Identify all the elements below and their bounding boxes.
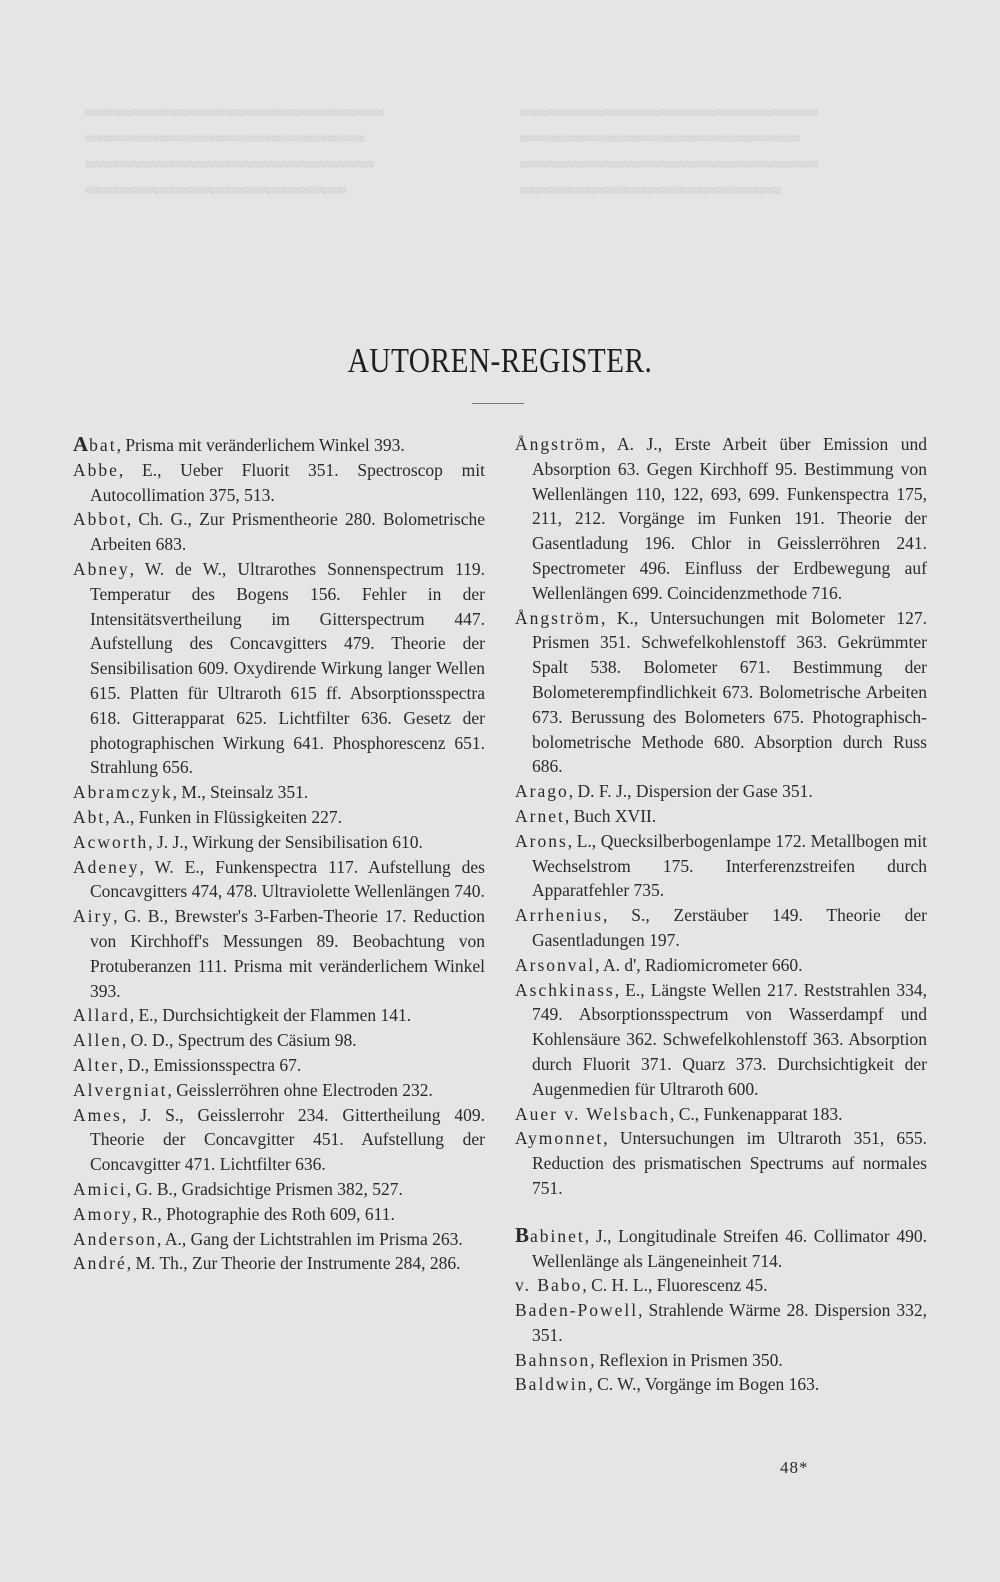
index-entry	[515, 1223, 927, 1274]
entry-references: , E., Ueber Fluorit 351. Spectroscop mit Autocollimation 375, 513.	[90, 459, 485, 505]
index-entry	[73, 432, 485, 458]
entry-references: , M. Th., Zur Theorie der Instrumente 284, 286.	[126, 1253, 461, 1274]
index-entry	[515, 1348, 927, 1373]
index-entry	[73, 904, 485, 1003]
section-initial: A	[73, 432, 90, 456]
author-name: Arsonval	[515, 954, 596, 975]
entry-references: , D. F. J., Dispersion der Gase 351.	[568, 781, 813, 802]
author-name: Abbot	[73, 509, 127, 530]
page-number: 48*	[780, 1458, 809, 1477]
author-name: v. Babo	[515, 1275, 583, 1296]
author-name: Abramczyk	[73, 782, 173, 803]
index-entry	[73, 1078, 485, 1103]
entry-references: , C. H. L., Fluorescenz 45.	[582, 1275, 768, 1296]
index-entry	[515, 432, 927, 606]
author-name: Airy	[73, 906, 114, 927]
author-name: Abbe	[73, 459, 119, 480]
entry-references: , K., Untersuchungen mit Bolometer 127. Prismen 351. Schwefelkohlenstoff 363. Gekrümmter Spalt 538. Bolometer 671. Bestimmung der Bolometerempfindlichkeit 673. Bolometrische Arbeiten 673. Berussung des Bolometers 675. Photographisch-bolometrische Methode 680. Absorption durch Russ 686.	[532, 607, 927, 777]
index-entry	[73, 1251, 485, 1276]
author-name: André	[73, 1253, 127, 1274]
index-entry	[73, 830, 485, 855]
author-name: Adeney	[73, 856, 140, 877]
index-entry	[73, 507, 485, 557]
author-name: Alvergniat	[73, 1079, 168, 1100]
index-entry	[515, 606, 927, 780]
index-entry	[515, 953, 927, 978]
section-initial: B	[515, 1222, 531, 1247]
author-name: Baldwin	[515, 1374, 589, 1395]
index-entry	[73, 1003, 485, 1028]
author-name: Ames	[73, 1104, 122, 1125]
author-name: Alter	[73, 1054, 119, 1075]
entry-references: , C. W., Vorgänge im Bogen 163.	[588, 1374, 820, 1395]
entry-references: , Untersuchungen im Ultraroth 351, 655. Reduction des prismatischen Spectrums auf normales 751.	[532, 1128, 927, 1198]
index-entry	[515, 1372, 927, 1397]
index-entry	[515, 804, 927, 829]
bleed-through-text-right: ≈≈≈≈≈≈≈≈≈≈≈≈≈≈≈≈≈≈≈≈≈≈≈≈≈≈≈≈≈≈≈≈ ≈≈≈≈≈≈≈≈≈≈≈≈≈≈≈≈≈≈≈≈≈≈≈≈≈≈≈≈≈≈ ≈≈≈≈≈≈≈≈≈≈≈≈≈≈≈≈≈≈≈≈≈≈≈≈≈≈≈≈≈≈≈≈ ≈≈≈≈≈≈≈≈≈≈≈≈≈≈≈≈≈≈≈≈≈≈≈≈≈≈≈≈	[520, 103, 819, 200]
index-entry	[73, 1227, 485, 1252]
index-entry	[73, 458, 485, 508]
entry-references: , W. de W., Ultrarothes Sonnenspectrum 119. Temperatur des Bogens 156. Fehler in der Intensitätsvertheilung im Gitterspectrum 447. Aufstellung des Concavgitters 479. Theorie der Sensibilisation 609. Oxydirende Wirkung langer Wellen 615. Platten für Ultraroth 615 ff. Absorptionsspectra 618. Gitterapparat 625. Lichtfilter 636. Gesetz der photographischen Wirkung 641. Phosphorescenz 651. Strahlung 656.	[90, 558, 485, 778]
author-name: Abt	[73, 806, 106, 827]
entry-references: , O. D., Spectrum des Cäsium 98.	[121, 1030, 357, 1051]
entry-references: , G. B., Brewster's 3-Farben-Theorie 17. Reduction von Kirchhoff's Messungen 89. Beobachtung von Protuberanzen 111. Prisma mit veränderlichem Winkel 393.	[90, 906, 485, 1001]
entry-references: , A., Gang der Lichtstrahlen im Prisma 263.	[157, 1228, 463, 1249]
entry-references: , Prisma mit veränderlichem Winkel 393.	[116, 435, 405, 455]
entry-references: , S., Zerstäuber 149. Theorie der Gasentladungen 197.	[532, 905, 927, 950]
author-name: Baden-Powell	[515, 1300, 639, 1321]
entry-references: , Strahlende Wärme 28. Dispersion 332, 351.	[532, 1300, 927, 1345]
index-entry	[73, 1053, 485, 1078]
index-entry	[515, 829, 927, 903]
entry-references: , Ch. G., Zur Prismentheorie 280. Bolometrische Arbeiten 683.	[90, 509, 485, 555]
index-entry	[73, 1202, 485, 1227]
author-name: Bahnson	[515, 1349, 591, 1370]
author-name: Auer v. Welsbach	[515, 1103, 670, 1124]
author-name: Aymonnet	[515, 1128, 604, 1149]
index-entry	[73, 1177, 485, 1202]
author-name: Ångström	[515, 434, 601, 454]
page-title: AUTOREN-REGISTER.	[347, 341, 653, 380]
index-entry	[73, 780, 485, 805]
author-name: Allen	[73, 1030, 122, 1051]
entry-references: , E., Längste Wellen 217. Reststrahlen 334, 749. Absorptionsspectrum von Wasserdampf und Kohlensäure 362. Schwefelkohlenstoff 363. Absorption durch Fluorit 371. Quarz 373. Durchsichtigkeit der Augenmedien für Ultraroth 600.	[532, 979, 927, 1099]
entry-references: , C., Funkenapparat 183.	[670, 1103, 843, 1124]
author-name: Arnet	[515, 805, 565, 826]
section-gap	[515, 1201, 927, 1223]
author-name: bat	[89, 435, 117, 455]
index-entry	[515, 1298, 927, 1348]
bleed-through-text: ≈≈≈≈≈≈≈≈≈≈≈≈≈≈≈≈≈≈≈≈≈≈≈≈≈≈≈≈≈≈≈≈ ≈≈≈≈≈≈≈≈≈≈≈≈≈≈≈≈≈≈≈≈≈≈≈≈≈≈≈≈≈≈ ≈≈≈≈≈≈≈≈≈≈≈≈≈≈≈≈≈≈≈≈≈≈≈≈≈≈≈≈≈≈≈ ≈≈≈≈≈≈≈≈≈≈≈≈≈≈≈≈≈≈≈≈≈≈≈≈≈≈≈≈	[85, 103, 384, 200]
entry-references: , Buch XVII.	[564, 805, 657, 826]
author-name: Amory	[73, 1203, 133, 1224]
author-name: Amici	[73, 1178, 127, 1199]
entry-references: , A., Funken in Flüssigkeiten 227.	[105, 806, 342, 827]
author-name: Acworth	[73, 831, 149, 852]
entry-references: , Geisslerröhren ohne Electroden 232.	[167, 1079, 433, 1100]
author-name: Arago	[515, 781, 569, 802]
index-entry	[73, 805, 485, 830]
index-entry	[515, 1126, 927, 1200]
author-name: Arons	[515, 830, 568, 851]
left-index-column	[73, 432, 485, 1276]
index-entry	[73, 855, 485, 905]
entry-references: , J. J., Wirkung der Sensibilisation 610.	[148, 831, 423, 852]
author-name: Anderson	[73, 1228, 158, 1249]
entry-references: , M., Steinsalz 351.	[172, 782, 309, 803]
index-entry	[73, 1103, 485, 1177]
entry-references: , J. S., Geisslerrohr 234. Gittertheilung 409. Theorie der Concavgitter 451. Aufstellung der Concavgitter 471. Lichtfilter 636.	[90, 1104, 485, 1175]
entry-references: , W. E., Funkenspectra 117. Aufstellung des Concavgitters 474, 478. Ultraviolette Wellenlängen 740.	[90, 856, 485, 902]
index-entry	[73, 557, 485, 780]
index-entry	[73, 1028, 485, 1053]
right-index-column	[515, 432, 927, 1397]
entry-references: , G. B., Gradsichtige Prismen 382, 527.	[126, 1178, 403, 1199]
entry-references: , A. d', Radiomicrometer 660.	[595, 954, 803, 975]
index-entry	[515, 1273, 927, 1298]
author-name: Arrhenius	[515, 905, 603, 926]
index-entry	[515, 1102, 927, 1127]
entry-references: , R., Photographie des Roth 609, 611.	[132, 1203, 395, 1224]
index-entry	[515, 779, 927, 804]
entry-references: , J., Longitudinale Streifen 46. Collimator 490. Wellenlänge als Längeneinheit 714.	[532, 1225, 927, 1271]
entry-references: , D., Emissionsspectra 67.	[118, 1054, 302, 1075]
title-divider	[472, 403, 524, 404]
entry-references: , Reflexion in Prismen 350.	[590, 1349, 783, 1370]
index-entry	[515, 978, 927, 1102]
author-name: Aschkinass	[515, 979, 615, 1000]
author-name: Abney	[73, 558, 130, 579]
author-name: Ångström	[515, 607, 601, 628]
index-entry	[515, 903, 927, 953]
author-name: Allard	[73, 1005, 130, 1026]
entry-references: , L., Quecksilberbogenlampe 172. Metallbogen mit Wechselstrom 175. Interferenzstreifen durch Apparatfehler 735.	[532, 830, 927, 901]
author-name: abinet	[530, 1225, 585, 1246]
entry-references: , A. J., Erste Arbeit über Emission und Absorption 63. Gegen Kirchhoff 95. Bestimmung von Wellenlängen 110, 122, 693, 699. Funkenspectra 175, 211, 212. Vorgänge im Funken 191. Theorie der Gasentladung 196. Chlor in Geisslerröhren 241. Spectrometer 496. Einfluss der Erdbewegung auf Wellenlängen 699. Coincidenzmethode 716.	[532, 434, 927, 603]
entry-references: , E., Durchsichtigkeit der Flammen 141.	[129, 1005, 412, 1026]
